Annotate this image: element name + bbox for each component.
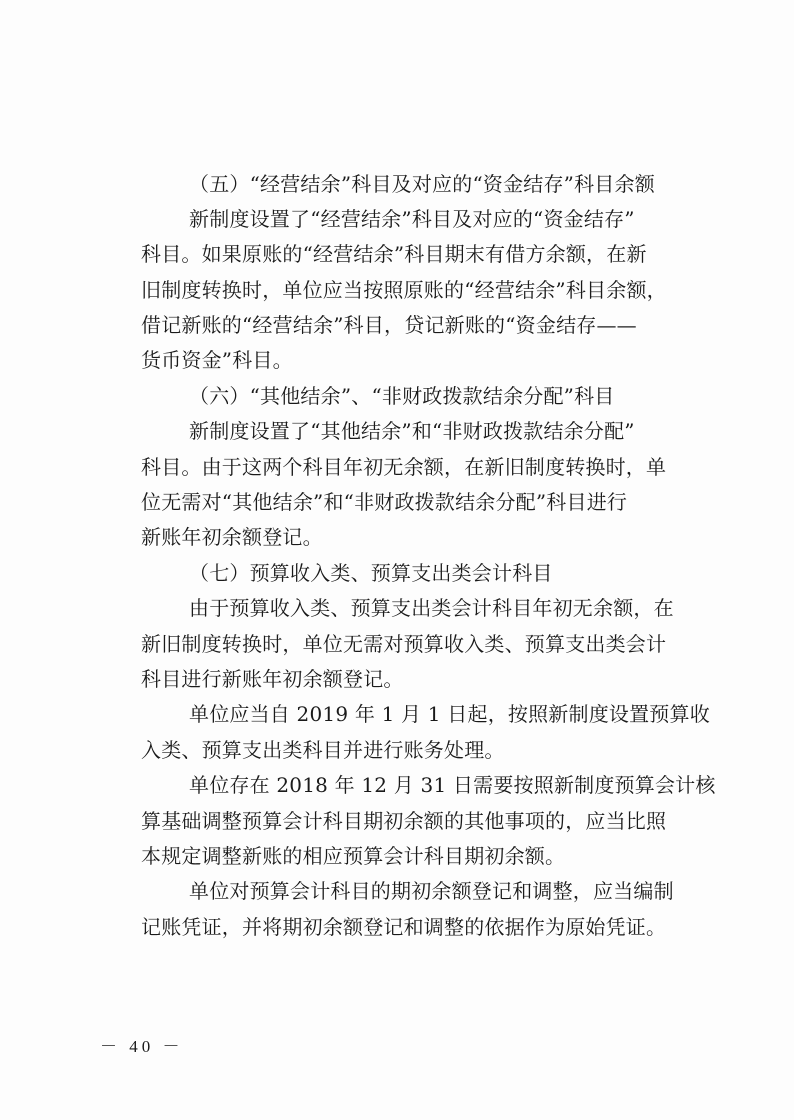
section-heading-6: （六）“其他结余”、“非财政拨款结余分配”科目 xyxy=(189,384,615,408)
paragraph-line: 科目。如果原账的“经营结余”科目期末有借方余额，在新 xyxy=(141,242,647,266)
paragraph-line: 单位应当自 2019 年 1 月 1 日起，按照新制度设置预算收 xyxy=(189,702,710,726)
paragraph-line: 新旧制度转换时，单位无需对预算收入类、预算支出类会计 xyxy=(141,632,667,656)
paragraph-line: 记账凭证，并将期初余额登记和调整的依据作为原始凭证。 xyxy=(141,915,667,939)
paragraph-line: 算基础调整预算会计科目期初余额的其他事项的，应当比照 xyxy=(141,809,667,833)
section-heading-7: （七）预算收入类、预算支出类会计科目 xyxy=(189,561,553,585)
paragraph-line: 本规定调整新账的相应预算会计科目期初余额。 xyxy=(141,844,566,868)
paragraph-line: 科目。由于这两个科目年初无余额，在新旧制度转换时，单 xyxy=(141,455,667,479)
paragraph-line: 旧制度转换时，单位应当按照原账的“经营结余”科目余额， xyxy=(141,278,667,302)
paragraph-line: 借记新账的“经营结余”科目，贷记新账的“资金结存—— xyxy=(141,313,637,337)
paragraph-line: 科目进行新账年初余额登记。 xyxy=(141,667,404,691)
paragraph-line: 新账年初余额登记。 xyxy=(141,525,323,549)
page-number: － 40 － xyxy=(100,1037,184,1056)
section-heading-5: （五）“经营结余”科目及对应的“资金结存”科目余额 xyxy=(189,172,655,196)
paragraph-line: 单位对预算会计科目的期初余额登记和调整，应当编制 xyxy=(189,879,674,903)
paragraph-line: 由于预算收入类、预算支出类会计科目年初无余额，在 xyxy=(189,596,674,620)
paragraph-line: 位无需对“其他结余”和“非财政拨款结余分配”科目进行 xyxy=(141,490,628,514)
paragraph-line: 新制度设置了“经营结余”科目及对应的“资金结存” xyxy=(189,207,635,231)
paragraph-line: 单位存在 2018 年 12 月 31 日需要按照新制度预算会计核 xyxy=(189,773,716,797)
paragraph-line: 入类、预算支出类科目并进行账务处理。 xyxy=(141,738,505,762)
paragraph-line: 货币资金”科目。 xyxy=(141,348,293,372)
paragraph-line: 新制度设置了“其他结余”和“非财政拨款结余分配” xyxy=(189,419,635,443)
